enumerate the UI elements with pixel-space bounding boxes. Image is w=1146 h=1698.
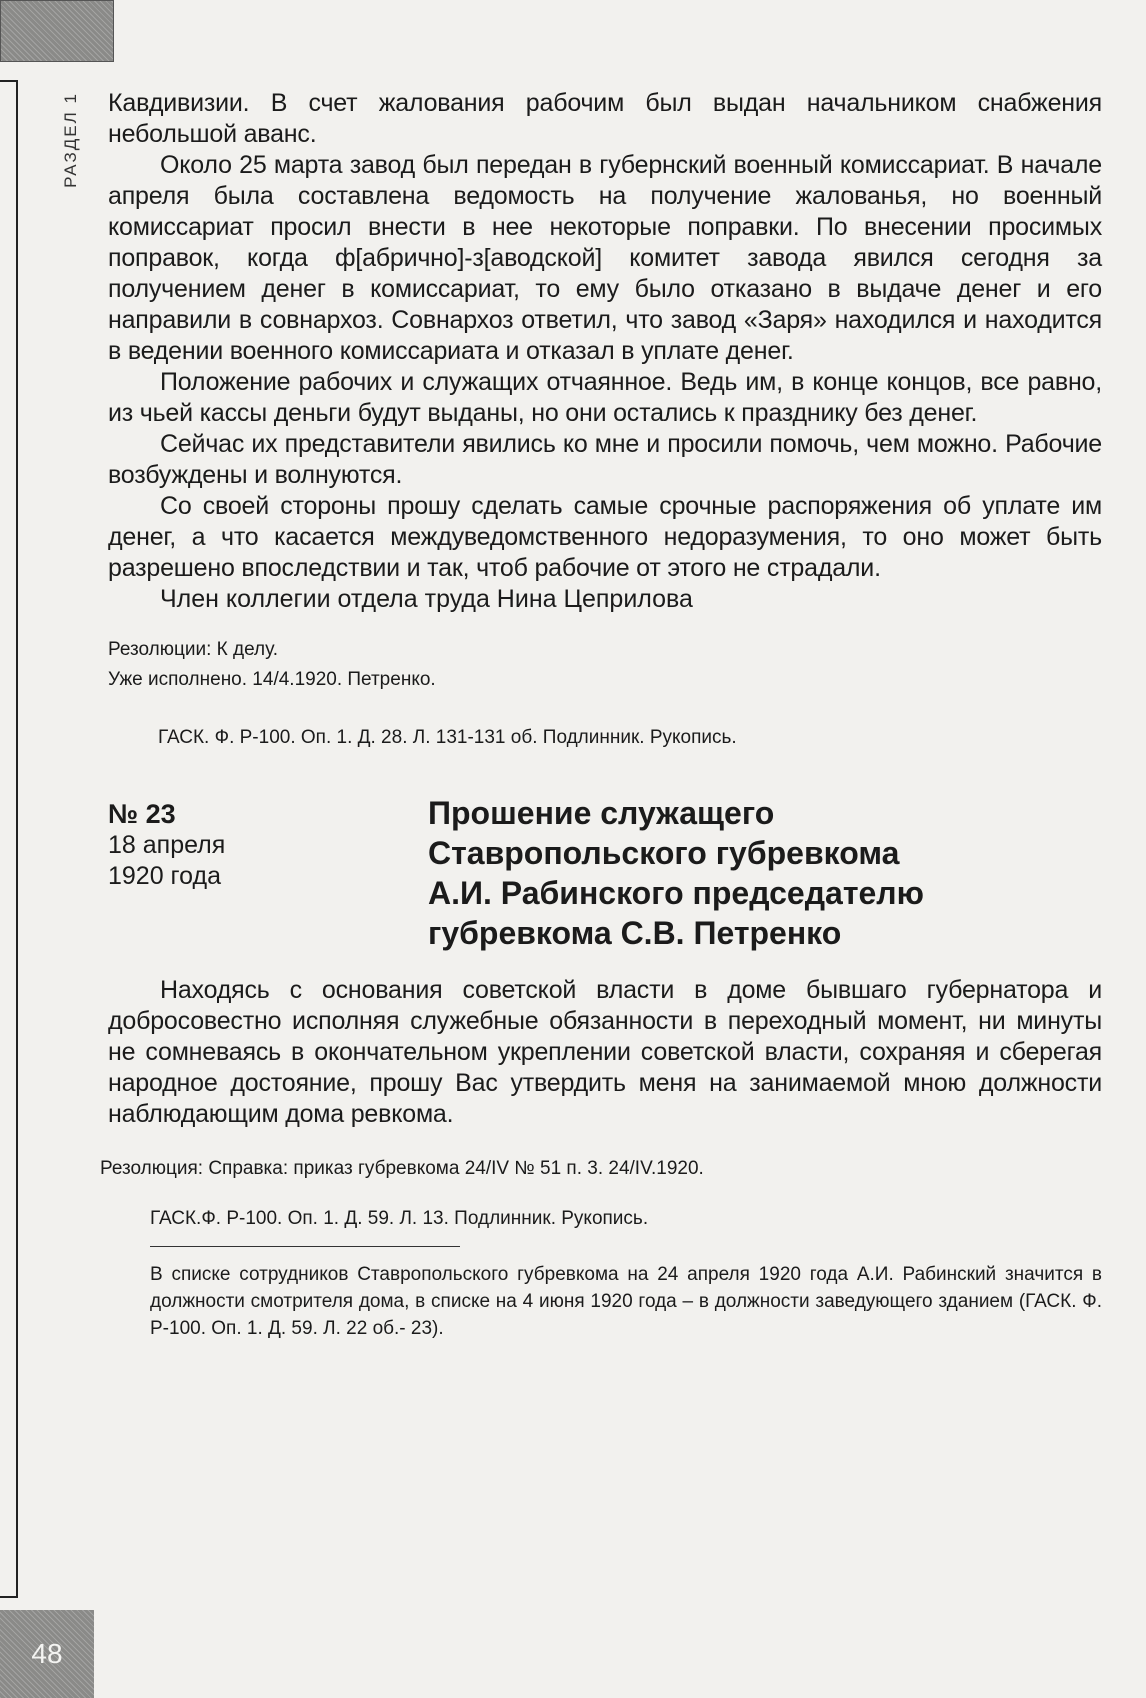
document-meta	[108, 799, 428, 953]
page-number: 48	[31, 1638, 63, 1669]
document-title-line-2: Ставропольского губревкома	[428, 835, 900, 871]
paragraph-2: Около 25 марта завод был передан в губернский военный комиссариат. В начале апреля была составлена ведомость на получение жалованья, но военный комиссариат просил внести в нее некоторые поправки. По внесении просимых поправок, когда ф[абрично]-з[аводской] комитет завода явился сегодня за получением денег в комиссариат, то ему было отказано в выдаче денег и его направили в совнархоз. Совнархоз ответил, что завод «Заря» находился и находится в ведении военного комиссариата и отказал в уплате денег.	[108, 151, 1102, 365]
archive-reference: ГАСК. Ф. Р-100. Оп. 1. Д. 28. Л. 131-131 об. Подлинник. Рукопись.	[158, 727, 737, 748]
document-title	[428, 793, 1102, 953]
page-content	[100, 88, 1102, 1342]
document-date-line-2: 1920 года	[108, 862, 221, 890]
footnote: В списке сотрудников Ставропольского губревкома на 24 апреля 1920 года А.И. Рабинский значится в должности смотрителя дома, в списке на 4 июня 1920 года – в должности заведующего зданием (ГАСК. Ф. Р-100. Оп. 1. Д. 59. Л. 22 об.- 23).	[150, 1264, 1102, 1339]
signature: Член коллегии отдела труда Нина Цеприлова	[160, 585, 693, 613]
document-resolution: Резолюция: Справка: приказ губревкома 24/IV № 51 п. 3. 24/IV.1920.	[100, 1158, 704, 1179]
document-header	[108, 795, 1102, 953]
document-date-line-1: 18 апреля	[108, 831, 226, 859]
paragraph-4: Сейчас их представители явились ко мне и просили помочь, чем можно. Рабочие возбуждены и волнуются.	[108, 430, 1102, 489]
document-title-line-3: А.И. Рабинского председателю	[428, 875, 924, 911]
paragraph-3: Положение рабочих и служащих отчаянное. Ведь им, в конце концов, все равно, из чьей кассы деньги будут выданы, но они остались к празднику без денег.	[108, 368, 1102, 427]
footnote-divider	[150, 1246, 460, 1247]
page-number-box	[0, 1610, 94, 1698]
document-number: № 23	[108, 799, 176, 829]
resolution-line-1: Резолюции: К делу.	[108, 639, 278, 660]
resolution-line-2: Уже исполнено. 14/4.1920. Петренко.	[108, 669, 436, 690]
document-title-line-4: губревкома С.В. Петренко	[428, 915, 842, 951]
document-archive-reference: ГАСК.Ф. Р-100. Оп. 1. Д. 59. Л. 13. Подлинник. Рукопись.	[150, 1208, 649, 1229]
document-text: Находясь с основания советской власти в доме бывшаго губернатора и добросовестно исполняя служебные обязанности в переходный момент, ни минуты не сомневаясь в окончательном укреплении советской власти, сохраняя и сберегая народное достояние, прошу Вас утвердить меня на занимаемой мною должности наблюдающим дома ревкома.	[108, 976, 1102, 1128]
paragraph-5: Со своей стороны прошу сделать самые срочные распоряжения об уплате им денег, а что касается междуведомственного недоразумения, то оно может быть разрешено впоследствии и так, чтоб рабочие от этого не страдали.	[108, 492, 1102, 582]
corner-decoration	[0, 0, 114, 62]
section-label-text: РАЗДЕЛ 1	[61, 92, 80, 188]
resolution-block	[108, 635, 1102, 695]
document-title-line-1: Прошение служащего	[428, 795, 775, 831]
section-label	[58, 80, 84, 200]
paragraph-1: Кавдивизии. В счет жалования рабочим был выдан начальником снабжения небольшой аванс.	[108, 89, 1102, 148]
side-frame	[0, 80, 18, 1598]
